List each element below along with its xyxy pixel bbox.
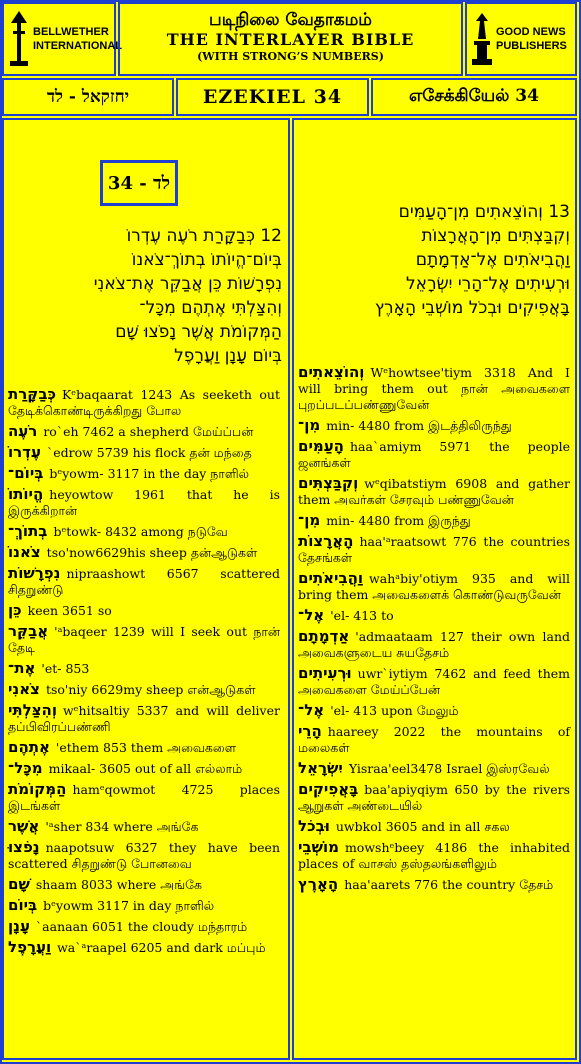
hebrew-word: וּרְעִיתִים <box>298 664 352 682</box>
hebrew-word: נָפֹצוּ <box>8 838 40 856</box>
title-sub: (WITH STRONG’S NUMBERS) <box>197 50 384 63</box>
word-entry <box>8 602 280 619</box>
word-gloss: wᵉqibatstiym 6908 and gather them அவர்கள் சேரவும் பண்ணுவேன் <box>298 476 570 507</box>
hebrew-word: אֲשֶׁר <box>8 817 40 835</box>
hebrew-word: כְּבַקָּרַת <box>8 385 56 403</box>
word-gloss: heyowtow 1961 that he is இருக்கிறான் <box>8 487 280 518</box>
heb-line: הַמְּקוֹמֹת אֲשֶׁר נָפֹצוּ שָׁם <box>115 322 282 342</box>
word-entry <box>298 364 570 413</box>
good-news-logo-icon <box>470 9 494 69</box>
english-book-title: EZEKIEL 34 <box>176 78 369 116</box>
word-entry <box>8 839 280 872</box>
hebrew-word: אַדְמָתָם <box>298 627 350 645</box>
word-gloss: 'ethem 853 them அவைகளை <box>55 740 236 755</box>
hebrew-word: אֶל־ <box>298 606 325 624</box>
word-gloss: nipraashowt 6567 scattered சிதறுண்டு <box>8 566 280 597</box>
right-logo-text: GOOD NEWS PUBLISHERS <box>496 26 567 52</box>
word-gloss: uwr`iytiym 7462 and feed them அவைகளை மேய்ப்பேன் <box>298 666 570 697</box>
word-entry <box>8 818 280 835</box>
heb-line: נִפְרָשׁוֹת כֵּן אֲבַקֵּר אֶת־צֹאנִי <box>93 274 282 294</box>
hebrew-word: הֱיוֹתוֹ <box>8 485 44 503</box>
hebrew-word: הָאָרֶץ <box>298 875 339 893</box>
title-tamil: படிநிலை வேதாகமம் <box>209 10 372 30</box>
word-entry <box>8 565 280 598</box>
hebrew-word: הַמְּקוֹמֹת <box>8 780 67 798</box>
word-gloss: wahᵃbiy'otiym 935 and will bring them அவைகளைக் கொண்டுவருவேன் <box>298 571 570 602</box>
bellwether-logo-icon <box>7 9 31 69</box>
word-entry <box>298 417 570 434</box>
hebrew-word: וְהוֹצֵאתִים <box>298 363 365 381</box>
hebrew-word: וּבְכֹל <box>298 817 330 835</box>
left-word-list <box>8 386 280 960</box>
word-entry <box>8 702 280 735</box>
hebrew-word: מוֹשְׁבֵי <box>298 838 339 856</box>
word-entry <box>8 465 280 482</box>
hebrew-word: צֹאנוֹ <box>8 543 41 561</box>
title-main: THE INTERLAYER BIBLE <box>166 30 415 49</box>
word-entry <box>8 623 280 656</box>
word-entry <box>8 544 280 561</box>
word-entry <box>298 570 570 603</box>
word-gloss: Wᵉhowtsee'tiym 3318 And I will bring them out நான் அவைகளை புறப்படப்பண்ணுவேன் <box>298 365 570 412</box>
word-entry <box>298 512 570 529</box>
hebrew-word: אֶתְהֶם <box>8 738 50 756</box>
title-block <box>118 2 463 76</box>
word-entry <box>298 665 570 698</box>
word-gloss: uwbkol 3605 and in all சகல <box>335 819 510 834</box>
left-logo <box>2 2 123 76</box>
word-gloss: 'admaataam 127 their own land அவைகளுடைய சுயதேசம் <box>298 629 570 660</box>
hebrew-word: וְקִבַּצְתִּים <box>298 474 359 492</box>
word-gloss: Kᵉbaqaarat 1243 As seeketh out தேடிக்கொண்டிருக்கிறது போல <box>8 387 280 418</box>
word-gloss: shaam 8033 where அங்கே <box>35 877 203 892</box>
heb-line: 13 וְהוֹצֵאתִים מִן־הָעַמִּים <box>398 202 570 222</box>
word-entry <box>8 781 280 814</box>
word-gloss: ro`eh 7462 a shepherd மேய்ப்பன் <box>43 424 254 439</box>
word-entry <box>298 533 570 566</box>
word-gloss: 'ᵃbaqeer 1239 will I seek out நான் தேடி <box>8 624 280 655</box>
chapter-box: 34 - לד <box>100 160 178 206</box>
hebrew-word: עֶדְרוֹ <box>8 443 41 461</box>
hebrew-word: הָעַמִּים <box>298 437 344 455</box>
word-gloss: haa`amiym 5971 the people ஜனங்கள் <box>298 439 570 470</box>
hebrew-word: הָרֵי <box>298 722 322 740</box>
word-gloss: mowshᵉbeey 4186 the inhabited places of வாசஸ் தஸ்தலங்களிலும் <box>298 840 570 871</box>
word-entry <box>8 444 280 461</box>
word-entry <box>8 739 280 756</box>
word-entry <box>8 660 280 677</box>
word-entry <box>8 681 280 698</box>
word-entry <box>8 486 280 519</box>
left-logo-text: BELLWETHER INTERNATIONAL <box>33 26 123 52</box>
hebrew-word: רֹעֶה <box>8 422 38 440</box>
word-entry <box>298 723 570 756</box>
word-gloss: min- 4480 from இருந்து <box>326 513 471 528</box>
hebrew-word: בְתוֹךְ־ <box>8 522 48 540</box>
heb-line: 12 כְּבַקָּרַת רֹעֶה עֶדְרוֹ <box>126 226 282 246</box>
word-gloss: tso'now6629his sheep தன்ஆடுகள் <box>46 545 258 560</box>
hebrew-word: אֲבַקֵּר <box>8 622 49 640</box>
word-gloss: bᵉtowk- 8432 among நடுவே <box>53 524 228 539</box>
word-entry <box>8 897 280 914</box>
word-gloss: 'et- 853 <box>41 661 90 676</box>
word-gloss: hamᵉqowmot 4725 places இடங்கள் <box>8 782 280 813</box>
word-gloss: wa`ᵃraapel 6205 and dark மப்பும் <box>57 940 266 955</box>
word-entry <box>8 423 280 440</box>
hebrew-word: צֹאנִי <box>8 680 40 698</box>
hebrew-word: מִן־ <box>298 416 321 434</box>
word-gloss: bᵉyowm- 3117 in the day நாளில் <box>49 466 250 481</box>
heb-line: וּרְעִיתִים אֶל־הָרֵי יִשְׂרָאֵל <box>405 274 570 294</box>
word-gloss: min- 4480 from இடத்திலிருந்து <box>326 418 512 433</box>
word-entry <box>8 939 280 956</box>
heb-line: וְקִבַּצְתִּים מִן־הָאֲרָצוֹת <box>421 226 570 246</box>
right-column <box>292 118 577 1060</box>
hebrew-word: שָׁם <box>8 875 30 893</box>
word-gloss: keen 3651 so <box>27 603 112 618</box>
word-gloss: haa'ᵃraatsowt 776 the countries தேசங்கள் <box>298 534 570 565</box>
word-gloss: tso'niy 6629my sheep என்ஆடுகள் <box>45 682 256 697</box>
tamil-book-title: எசேக்கியேல் 34 <box>371 78 577 116</box>
word-gloss: 'ᵃsher 834 where அங்கே <box>45 819 199 834</box>
word-entry <box>298 438 570 471</box>
hebrew-word: הָאֲרָצוֹת <box>298 532 354 550</box>
right-logo <box>465 2 577 76</box>
heb-line: בָּאֲפִיקִים וּבְכֹל מוֹשְׁבֵי הָאָרֶץ <box>374 298 570 318</box>
heb-line: בְּיוֹם עָנָן וַעֲרָפֶל <box>174 346 282 366</box>
word-gloss: baa'apiyqiym 650 by the rivers ஆறுகள் அண்டையில் <box>298 782 570 813</box>
word-entry <box>298 475 570 508</box>
right-hebrew-verse <box>298 200 570 320</box>
word-gloss: haareey 2022 the mountains of மலைகள் <box>298 724 570 755</box>
hebrew-book-title: יחזקאל - לד <box>2 78 174 116</box>
right-word-list <box>298 364 570 897</box>
word-gloss: haa'aarets 776 the country தேசம் <box>344 877 554 892</box>
hebrew-word: מִן־ <box>298 511 321 529</box>
left-hebrew-verse <box>10 224 282 368</box>
word-entry <box>298 839 570 872</box>
word-gloss: wᵉhitsaltiy 5337 and will deliver தப்பிவிரப்பண்ணி <box>8 703 280 734</box>
hebrew-word: נִפְרָשׁוֹת <box>8 564 61 582</box>
word-gloss: `aanaan 6051 the cloudy மந்தாரம் <box>35 919 248 934</box>
word-gloss: 'el- 413 upon மேலும் <box>330 703 459 718</box>
word-entry <box>8 876 280 893</box>
word-gloss: Yisraa'eel3478 Israel இஸ்ரவேல் <box>348 761 550 776</box>
word-entry <box>8 760 280 777</box>
word-gloss: naapotsuw 6327 they have been scattered சிதறுண்டு போனவை <box>8 840 280 871</box>
hebrew-word: וַעֲרָפֶל <box>8 938 52 956</box>
heb-line: וַהֲבִיאֹתִים אֶל־אַדְמָתָם <box>415 250 570 270</box>
hebrew-word: וַהֲבִיאֹתִים <box>298 569 364 587</box>
word-gloss: mikaal- 3605 out of all எல்லாம் <box>48 761 243 776</box>
word-entry <box>298 760 570 777</box>
hebrew-word: בְּיוֹם <box>8 896 38 914</box>
hebrew-word: מִכָּל־ <box>8 759 43 777</box>
word-entry <box>8 918 280 935</box>
word-entry <box>298 781 570 814</box>
hebrew-word: אֶל־ <box>298 701 325 719</box>
hebrew-word: בְּיוֹם־ <box>8 464 44 482</box>
word-entry <box>8 523 280 540</box>
word-gloss: bᵉyowm 3117 in day நாளில் <box>43 898 215 913</box>
heb-line: וְהִצַּלְתִּי אֶתְהֶם מִכָּל־ <box>139 298 282 318</box>
word-entry <box>298 818 570 835</box>
word-entry <box>298 628 570 661</box>
hebrew-word: וְהִצַּלְתִּי <box>8 701 57 719</box>
word-gloss: `edrow 5739 his flock தன் மந்தை <box>46 445 252 460</box>
word-entry <box>298 607 570 624</box>
word-entry <box>298 876 570 893</box>
word-gloss: 'el- 413 to <box>330 608 394 623</box>
word-entry <box>298 702 570 719</box>
hebrew-word: יִשְׂרָאֵל <box>298 759 343 777</box>
word-entry <box>8 386 280 419</box>
left-column <box>2 118 290 1060</box>
hebrew-word: בָּאֲפִיקִים <box>298 780 359 798</box>
hebrew-word: עָנָן <box>8 917 30 935</box>
heb-line: בְּיוֹם־הֱיוֹתוֹ בְתוֹךְ־צֹאנוֹ <box>131 250 282 270</box>
hebrew-word: אֶת־ <box>8 659 36 677</box>
hebrew-word: כֵּן <box>8 601 22 619</box>
